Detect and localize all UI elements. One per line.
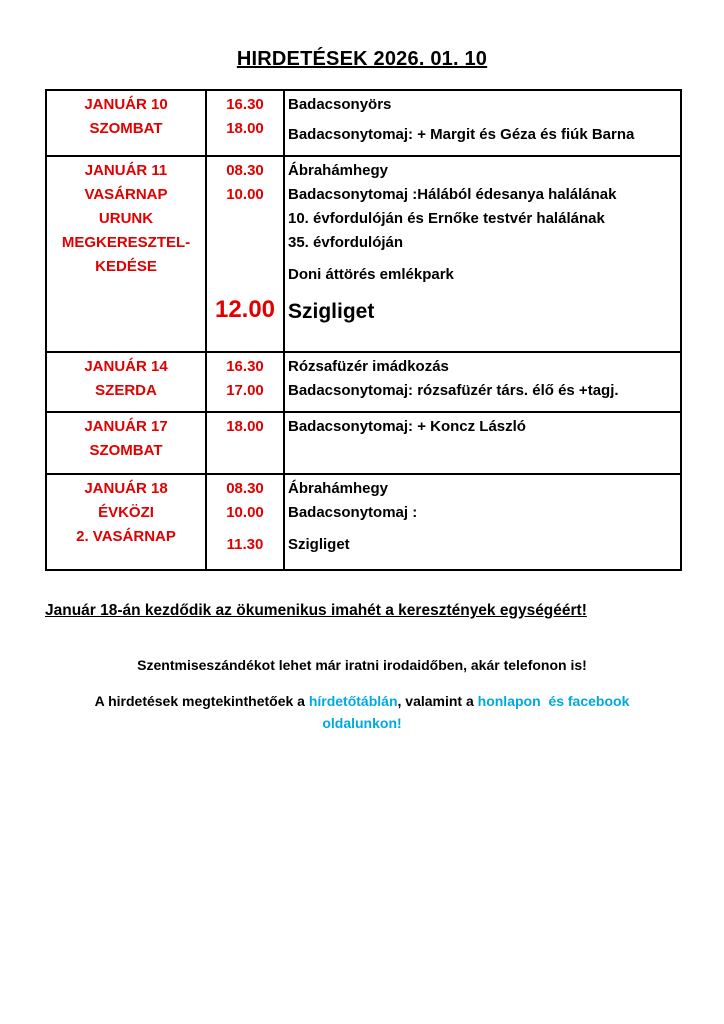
schedule-table	[45, 89, 682, 571]
info-paragraph	[60, 690, 664, 734]
desc-line: Badacsonytomaj: rózsafüzér társ. élő és +tagj.	[288, 382, 619, 399]
info-text: , valamint a	[397, 693, 478, 709]
desc-line: Badacsonytomaj :Hálából édesanya halálának	[288, 186, 617, 203]
desc-line: Doni áttörés emlékpark	[288, 266, 454, 283]
day-line: JANUÁR 14	[84, 358, 168, 375]
mass-intention-note: Szentmiseszándékot lehet már iratni irodaidőben, akár telefonon is!	[137, 657, 587, 673]
time: 18.00	[226, 120, 264, 137]
day-cell	[46, 412, 206, 474]
noticeboard-text: hírdetőtáblán	[308, 693, 398, 709]
day-cell	[46, 352, 206, 412]
desc-cell	[284, 352, 681, 412]
time: 08.30	[226, 480, 264, 497]
table-row	[46, 156, 681, 352]
time: 10.00	[226, 186, 264, 203]
desc-cell	[284, 156, 681, 352]
info-text: A hirdetések megtekinthetőek a	[94, 693, 309, 709]
time-cell	[206, 474, 284, 570]
desc-line: Szigliget	[288, 536, 350, 553]
desc-cell	[284, 412, 681, 474]
day-line: MEGKERESZTEL-	[61, 234, 191, 251]
time: 16.30	[226, 96, 264, 113]
desc-line: 10. évfordulóján és Ernőke testvér halálának	[288, 210, 605, 227]
website-link[interactable]: honlapon	[477, 693, 541, 709]
time-cell	[206, 156, 284, 352]
time-cell	[206, 90, 284, 156]
table-row	[46, 474, 681, 570]
day-line: JANUÁR 17	[84, 418, 168, 435]
time-cell	[206, 352, 284, 412]
day-line: SZOMBAT	[89, 442, 163, 459]
desc-line: Rózsafüzér imádkozás	[288, 358, 449, 375]
day-line: URUNK	[98, 210, 154, 227]
day-line: ÉVKÖZI	[98, 504, 154, 521]
desc-line: Badacsonytomaj: + Koncz László	[288, 418, 526, 435]
table-row	[46, 90, 681, 156]
ecumenical-notice: Január 18-án kezdődik az ökumenikus imahét a keresztények egységéért!	[45, 602, 587, 619]
time: 18.00	[226, 418, 264, 435]
day-line: JANUÁR 18	[84, 480, 168, 497]
desc-line: Ábrahámhegy	[288, 480, 389, 497]
desc-line: Badacsonytomaj: + Margit és Géza és fiúk Barna	[288, 126, 635, 143]
table-row	[46, 352, 681, 412]
day-line: 2. VASÁRNAP	[76, 528, 176, 545]
table-row	[46, 412, 681, 474]
desc-line: Badacsonytomaj :	[288, 504, 418, 521]
time: 10.00	[226, 504, 264, 521]
time: 08.30	[226, 162, 264, 179]
desc-line: Ábrahámhegy	[288, 162, 389, 179]
time-cell	[206, 412, 284, 474]
day-cell	[46, 474, 206, 570]
facebook-link[interactable]: és facebook oldalunkon!	[322, 693, 630, 731]
day-cell	[46, 156, 206, 352]
time-large: 12.00	[214, 296, 276, 323]
desc-line: 35. évfordulóján	[288, 234, 404, 251]
desc-line-large: Szigliget	[288, 300, 375, 323]
desc-cell	[284, 474, 681, 570]
time: 16.30	[226, 358, 264, 375]
time: 11.30	[226, 536, 264, 553]
day-line: SZOMBAT	[89, 120, 163, 137]
day-line: KEDÉSE	[95, 258, 157, 275]
time: 17.00	[226, 382, 264, 399]
desc-line: Badacsonyörs	[288, 96, 392, 113]
page-title: HIRDETÉSEK 2026. 01. 10	[236, 48, 488, 70]
day-cell	[46, 90, 206, 156]
day-line: JANUÁR 11	[84, 162, 168, 179]
day-line: SZERDA	[95, 382, 157, 399]
day-line: JANUÁR 10	[84, 96, 168, 113]
desc-cell	[284, 90, 681, 156]
day-line: VASÁRNAP	[84, 186, 168, 203]
